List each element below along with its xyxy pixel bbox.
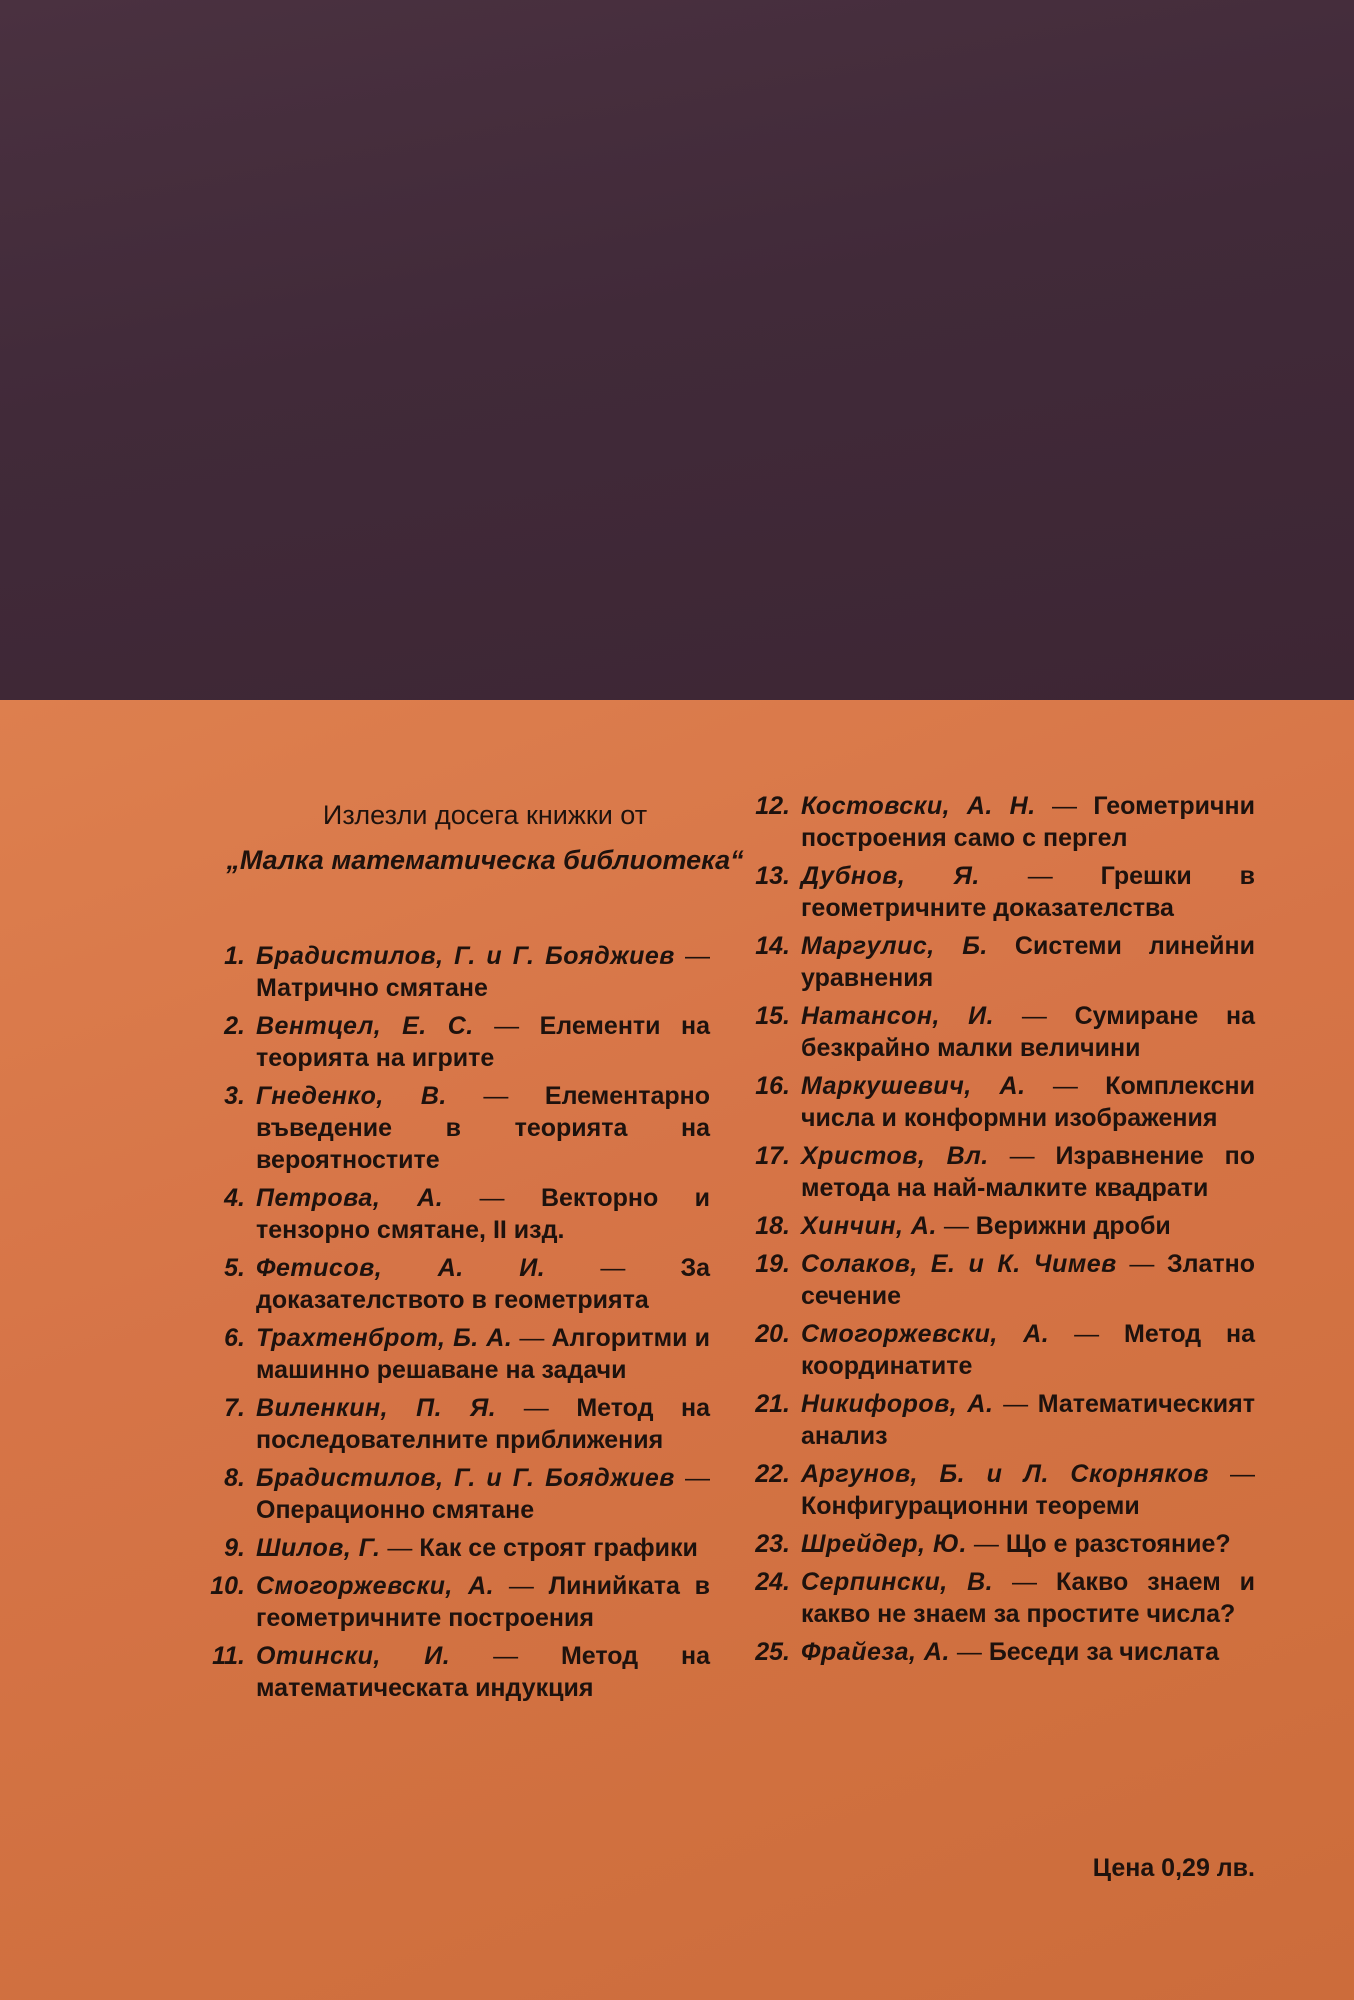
book-author: Фетисов, А. И. bbox=[256, 1254, 546, 1282]
book-entry: 12. Костовски, А. Н. — Геометрични построения само с пергел bbox=[755, 792, 1256, 852]
book-entry: 20. Смогоржевски, А. — Метод на координатите bbox=[755, 1320, 1256, 1380]
book-author: Виленкин, П. Я. bbox=[256, 1394, 497, 1422]
book-title: Линийката в геометричните построения bbox=[256, 1572, 710, 1632]
book-title: Как се строят графики bbox=[419, 1534, 698, 1562]
book-entry: 6. Трахтенброт, Б. А. — Алгоритми и машинно решаване на задачи bbox=[224, 1324, 710, 1384]
book-entry: 5. Фетисов, А. И. — За доказателството в геометрията bbox=[224, 1254, 711, 1314]
purple-cover-panel bbox=[0, 0, 1354, 705]
book-entry: 25. Фрайеза, А. — Беседи за числата bbox=[755, 1638, 1220, 1666]
book-entry: 1. Брадистилов, Г. и Г. Бояджиев — Матрично смятане bbox=[224, 942, 711, 1002]
book-author: Христов, Вл. bbox=[801, 1142, 989, 1170]
book-title: Метод на координатите bbox=[801, 1320, 1256, 1380]
price-label: Цена 0,29 лв. bbox=[1092, 1854, 1255, 1882]
book-title: Конфигурационни теореми bbox=[801, 1492, 1140, 1520]
book-title: Алгоритми и машинно решаване на задачи bbox=[256, 1324, 710, 1384]
book-author: Хинчин, А. bbox=[801, 1212, 937, 1240]
book-entry: 23. Шрейдер, Ю. — Що е разстояние? bbox=[755, 1530, 1231, 1558]
book-entry: 10. Смогоржевски, А. — Линийката в геометричните построения bbox=[210, 1572, 710, 1632]
book-title: Матрично смятане bbox=[256, 974, 488, 1002]
book-author: Гнеденко, В. bbox=[256, 1082, 447, 1110]
book-entry: 16. Маркушевич, А. — Комплексни числа и конформни изображения bbox=[755, 1072, 1255, 1132]
book-author: Никифоров, А. bbox=[801, 1390, 994, 1418]
book-title: За доказателството в геометрията bbox=[256, 1254, 711, 1314]
book-author: Трахтенброт, Б. А. bbox=[256, 1324, 513, 1352]
book-title: Геометрични построения само с пергел bbox=[801, 792, 1256, 852]
book-title: Верижни дроби bbox=[975, 1212, 1171, 1240]
book-title: Елементарно въведение в теорията на вероятностите bbox=[256, 1082, 711, 1174]
right-column bbox=[750, 790, 1255, 1674]
book-title: Златно сечение bbox=[801, 1250, 1256, 1310]
book-title: Комплексни числа и конформни изображения bbox=[801, 1072, 1255, 1132]
book-title: Сумиране на безкрайно малки величини bbox=[801, 1002, 1255, 1062]
book-author: Шрейдер, Ю. bbox=[801, 1530, 967, 1558]
left-column bbox=[205, 940, 710, 1710]
book-author: Аргунов, Б. и Л. Скорняков bbox=[801, 1460, 1210, 1488]
book-entry: 14. Маргулис, Б. Системи линейни уравнения bbox=[755, 932, 1255, 992]
book-title: Изравнение по метода на най-малките квадрати bbox=[801, 1142, 1256, 1202]
book-entry: 24. Серпински, В. — Какво знаем и какво не знаем за простите числа? bbox=[755, 1568, 1255, 1628]
book-entry: 11. Omински, И. — Метод на математическата индукция bbox=[212, 1642, 711, 1702]
book-author: Omински, И. bbox=[256, 1642, 451, 1670]
book-title: Математическият анализ bbox=[801, 1390, 1255, 1450]
book-entry: 18. Хинчин, А. — Верижни дроби bbox=[755, 1212, 1171, 1240]
book-entry: 13. Дубнов, Я. — Грешки в геометричните доказателства bbox=[755, 862, 1255, 922]
book-entry: 7. Виленкин, П. Я. — Метод на последователните приближения bbox=[224, 1394, 710, 1454]
book-entry: 19. Солаков, Е. и К. Чимев — Златно сечение bbox=[755, 1250, 1256, 1310]
book-title: Беседи за числата bbox=[988, 1638, 1220, 1666]
book-entry: 8. Брадистилов, Г. и Г. Бояджиев — Операционно смятане bbox=[224, 1464, 711, 1524]
book-author: Смогоржевски, А. bbox=[256, 1572, 495, 1600]
book-author: Брадистилов, Г. и Г. Бояджиев bbox=[256, 1464, 675, 1492]
book-entry: 2. Вентцел, Е. С. — Елементи на теорията на игрите bbox=[224, 1012, 710, 1072]
book-title: Операционно смятане bbox=[256, 1496, 535, 1524]
book-entry: 4. Петрова, А. — Векторно и тензорно смятане, II изд. bbox=[224, 1184, 710, 1244]
book-entry: 17. Христов, Вл. — Изравнение по метода на най-малките квадрати bbox=[755, 1142, 1256, 1202]
book-author: Вентцел, Е. С. bbox=[256, 1012, 474, 1040]
book-author: Маргулис, Б. bbox=[801, 932, 988, 960]
book-title: Що е разстояние? bbox=[1005, 1530, 1231, 1558]
book-author: Петрова, А. bbox=[256, 1184, 444, 1212]
book-author: Серпински, В. bbox=[801, 1568, 994, 1596]
book-entry: 22. Аргунов, Б. и Л. Скорняков — Конфигурационни теореми bbox=[755, 1460, 1255, 1520]
book-entry: 9. Шилов, Г. — Как се строят графики bbox=[224, 1534, 698, 1562]
book-author: Костовски, А. Н. bbox=[801, 792, 1036, 820]
book-title: Какво знаем и какво не знаем за простите числа? bbox=[801, 1568, 1255, 1628]
book-title: Системи линейни уравнения bbox=[801, 932, 1255, 992]
list-heading bbox=[205, 793, 765, 883]
book-title: Метод на математическата индукция bbox=[256, 1642, 711, 1702]
book-author: Натансон, И. bbox=[801, 1002, 995, 1030]
book-author: Маркушевич, А. bbox=[801, 1072, 1026, 1100]
series-title: „Малка математическа библиотека“ bbox=[226, 845, 744, 875]
book-title: Метод на последователните приближения bbox=[256, 1394, 710, 1454]
book-title: Елементи на теорията на игрите bbox=[256, 1012, 710, 1072]
book-author: Шилов, Г. bbox=[256, 1534, 381, 1562]
book-author: Фрайеза, А. bbox=[801, 1638, 950, 1666]
book-author: Брадистилов, Г. и Г. Бояджиев bbox=[256, 942, 675, 970]
book-author: Солаков, Е. и К. Чимев bbox=[801, 1250, 1117, 1278]
book-entry: 3. Гнеденко, В. — Елементарно въведение в теорията на вероятностите bbox=[224, 1082, 711, 1174]
book-entry: 21. Никифоров, А. — Математическият анализ bbox=[755, 1390, 1255, 1450]
heading-intro: Излезли досега книжки от bbox=[322, 800, 648, 830]
book-author: Дубнов, Я. bbox=[801, 862, 980, 890]
book-author: Смогоржевски, А. bbox=[801, 1320, 1050, 1348]
book-title: Грешки в геометричните доказателства bbox=[801, 862, 1255, 922]
book-title: Векторно и тензорно смятане, II изд. bbox=[256, 1184, 710, 1244]
book-entry: 15. Натансон, И. — Сумиране на безкрайно малки величини bbox=[755, 1002, 1255, 1062]
